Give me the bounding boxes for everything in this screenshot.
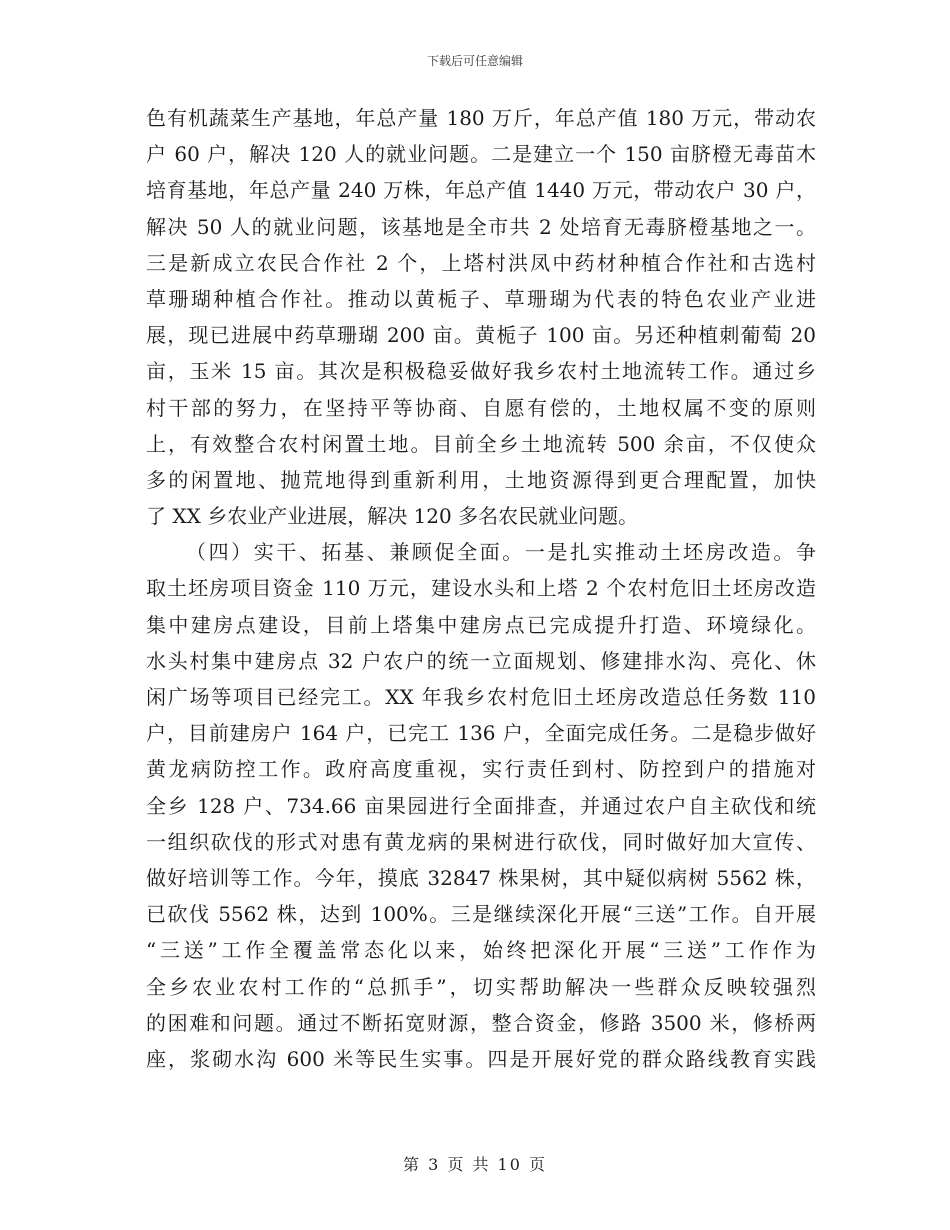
text-line: 村干部的努力，在坚持平等协商、自愿有偿的，土地权属不变的原则	[146, 395, 816, 420]
text-line: 已砍伐 5562 株，达到 100%。三是继续深化开展“三送”工作。自开展	[146, 902, 816, 927]
text-line: 取土坯房项目资金 110 万元，建设水头和上塔 2 个农村危旧土坯房改造	[146, 576, 816, 601]
text-line: （四）实干、拓基、兼顾促全面。一是扎实推动土坯房改造。争	[186, 540, 816, 565]
text-line: 草珊瑚种植合作社。推动以黄栀子、草珊瑚为代表的特色农业产业进	[146, 286, 816, 311]
text-line: 户，目前建房户 164 户，已完工 136 户，全面完成任务。二是稳步做好	[146, 721, 816, 746]
text-line: 全乡 128 户、734.66 亩果园进行全面排查，并通过农户自主砍伐和统	[146, 793, 816, 818]
text-line: 一组织砍伐的形式对患有黄龙病的果树进行砍伐，同时做好加大宣传、	[146, 829, 816, 854]
document-body	[146, 100, 816, 1077]
text-line: 黄龙病防控工作。政府高度重视，实行责任到村、防控到户的措施对	[146, 757, 816, 782]
text-line: 集中建房点建设，目前上塔集中建房点已完成提升打造、环境绿化。	[146, 612, 816, 637]
text-line: 闲广场等项目已经完工。XX 年我乡农村危旧土坯房改造总任务数 110	[146, 685, 816, 709]
text-line: 户 60 户，解决 120 人的就业问题。二是建立一个 150 亩脐橙无毒苗木	[146, 142, 816, 167]
text-line: 的困难和问题。通过不断拓宽财源，整合资金，修路 3500 米，修桥两	[146, 1010, 816, 1035]
text-line: 水头村集中建房点 32 户农户的统一立面规划、修建排水沟、亮化、休	[146, 648, 816, 673]
text-line: 培育基地，年总产量 240 万株，年总产值 1440 万元，带动农户 30 户，	[146, 178, 816, 203]
page-number-footer: 第 3 页 共 10 页	[403, 1155, 547, 1174]
text-line: 展，现已进展中药草珊瑚 200 亩。黄栀子 100 亩。另还种植刺葡萄 20	[146, 323, 816, 348]
text-line: 全乡农业农村工作的“总抓手”，切实帮助解决一些群众反映较强烈	[146, 974, 816, 999]
paragraph	[146, 100, 816, 534]
text-line: “三送”工作全覆盖常态化以来，始终把深化开展“三送”工作作为	[146, 938, 816, 963]
text-line: 亩，玉米 15 亩。其次是积极稳妥做好我乡农村土地流转工作。通过乡	[146, 359, 816, 384]
text-line: 色有机蔬菜生产基地，年总产量 180 万斤，年总产值 180 万元，带动农	[146, 106, 816, 130]
text-line: 座，浆砌水沟 600 米等民生实事。四是开展好党的群众路线教育实践	[146, 1046, 816, 1071]
page-header: 下载后可任意编辑	[426, 54, 523, 68]
text-line: 三是新成立农民合作社 2 个，上塔村洪凤中药材种植合作社和古选村	[146, 250, 816, 275]
text-line: 解决 50 人的就业问题，该基地是全市共 2 处培育无毒脐橙基地之一。	[146, 214, 816, 239]
text-line: 上，有效整合农村闲置土地。目前全乡土地流转 500 余亩，不仅使众	[146, 431, 816, 456]
text-line: 多的闲置地、抛荒地得到重新利用，土地资源得到更合理配置，加快	[146, 467, 816, 492]
paragraph	[146, 534, 816, 1077]
text-line: 做好培训等工作。今年，摸底 32847 株果树，其中疑似病树 5562 株，	[146, 865, 816, 890]
text-line: 了 XX 乡农业产业进展，解决 120 多名农民就业问题。	[146, 504, 639, 529]
